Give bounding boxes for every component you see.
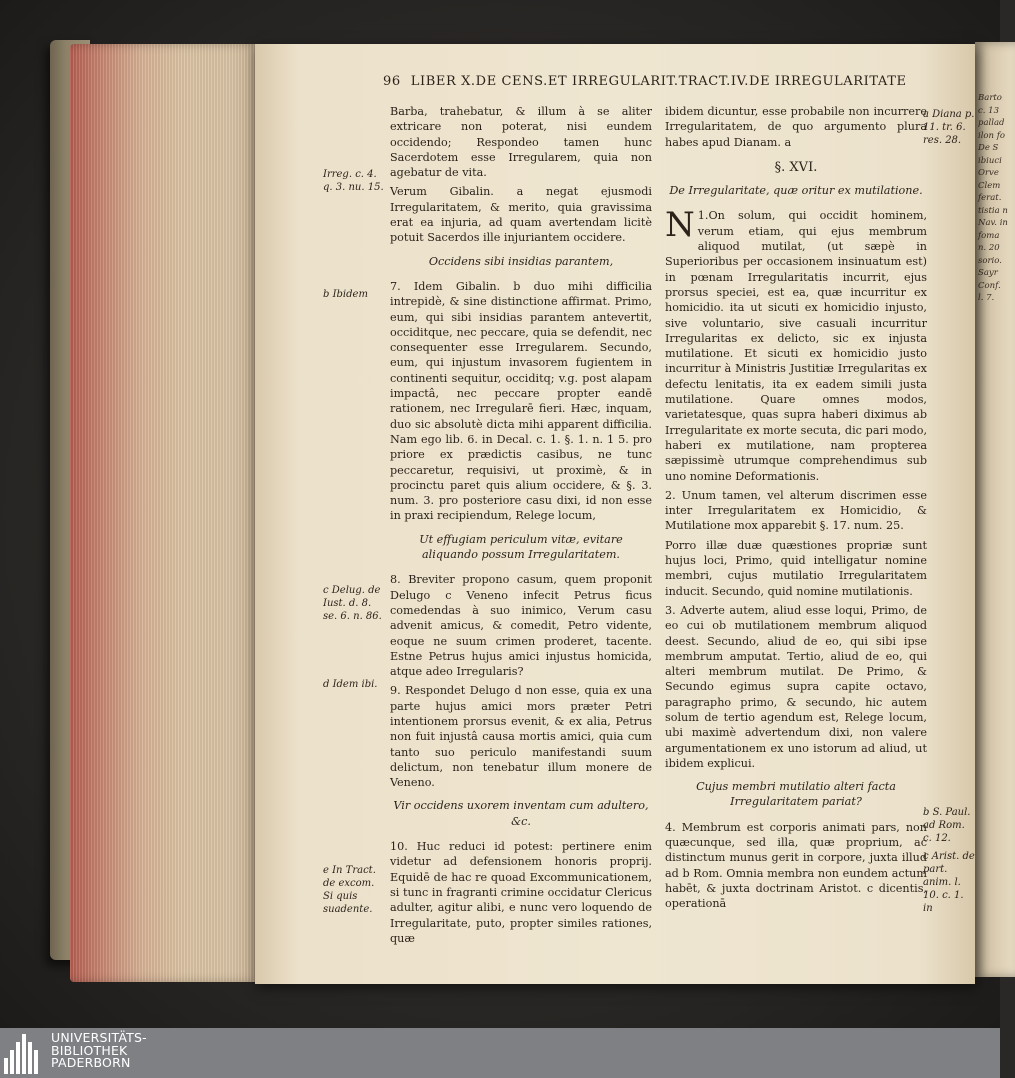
paragraph: 7. Idem Gibalin. b duo mihi difficilia intrepidè, & sine distinctione affirmat. Primo, eum, qui sibi insidias parantem antevertit, occiditque, nec peccare, quia se defendit, nec consequenter esse Irregularem. Secundo, eum, qui injustum invasorem fugientem in continenti sequitur, occiditq; v.g. post alapam impactâ, nec peccare propter eandē rationem, nec Irregularē fieri. Hæc, inquam, duo sic absolutè dicta mihi apparent difficilia. Nam ego lib. 6. in Decal. c. 1. §. 1. n. 1 5. pro priore ex prædictis casibus, ne tunc peccaretur, requisivi, ut proximè, & in procinctu paret quis alium occidere, & §. 3. num. 3. pro posteriore casu dixi, id non esse in praxi recipiendum, Relege locum, (390, 279, 652, 523)
book-page (255, 44, 975, 984)
library-name-line: PADERBORN (51, 1055, 131, 1070)
paragraph-number: 1. (697, 209, 709, 223)
paragraph (665, 205, 927, 483)
margin-note: c Arist. de part. anim. l. 10. c. 1. (923, 851, 975, 901)
running-head (383, 74, 973, 89)
paragraph: 4. Membrum est corporis animati pars, non quæcunque, sed illa, quæ proprium, ac distinctum munus gerit in corpore, juxta illud ad b Rom. Omnia membra non eundem actum habēt, & juxta doctrinam Aristot. c dicentis, operationā (665, 820, 927, 911)
paragraph: Porro illæ duæ quæstiones propriæ sunt hujus loci, Primo, quid intelligatur nomine membri, cujus mutilatio Irregularitatem inducit. Secundo, quid nomine mutilationis. (665, 538, 927, 598)
section-heading: Occidens sibi insidias parantem, (428, 254, 614, 268)
drop-cap: N (665, 205, 695, 246)
running-title: LIBER X.DE CENS.ET IRREGULARIT.TRACT.IV.DE IRREGULARITATE (410, 74, 907, 89)
left-column (390, 104, 652, 950)
page-number: 96 (383, 74, 401, 89)
catchword: in (923, 903, 933, 914)
paragraph: Verum Gibalin. a negat ejusmodi Irregularitatem, & merito, quia gravissima erat ea injuria, ad quam avertendam licitè potuit Sacerdos ille injuriantem occidere. (390, 185, 652, 245)
paragraph: 9. Respondet Delugo d non esse, quia ex una parte hujus amici mors præter Petri intentionem prorsus evenit, & ex alia, Petrus non fuit injustâ causa mortis amici, quia cum tanto suo periculo manifestandi suum delictum, non tenebatur illum monere de Veneno. (390, 684, 652, 790)
paragraph-text: On solum, qui occidit hominem, verum etiam, qui ejus membrum aliquod mutilat, (ut sæpè in Superioribus per occasionem insinuatum est) in pœnam Irregularitatis incurrit, ejus prorsus speciei, est ea, quæ incurritur ex homicidio. ita ut sicuti ex homicidio injusto, sive voluntario, sive casuali incurritur Irregularitas ex delicto, sic ex injusta mutilatione. Et sicuti ex homicidio justo incurritur à Ministris Justitiæ Irregularitas ex defectu lenitatis, ita ex eadem simili justa mutilatione. Quare omnes modos, varietatesque, quas supra haberi diximus ab Irregularitate ex morte secuta, dic pari modo, haberi ex mutilatione, nam propterea sæpissimè utrumque comprehendimus sub uno nomine Deformationis. (665, 209, 927, 483)
paragraph: 8. Breviter propono casum, quem proponit Delugo c Veneno infecit Petrus ficus comedendas à suo inimico, Verum casu advenit amicus, & comedit, Petro vidente, eoque ne suum crimen proderet, tacente. Estne Petrus hujus amici injustus homicida, atque adeo Irregularis? (390, 573, 652, 679)
paragraph: ibidem dicuntur, esse probabile non incurrere Irregularitatem, de quo argumento plura habes apud Dianam. a (665, 105, 927, 149)
library-name-line: UNIVERSITÄTS- (51, 1030, 147, 1045)
facing-page-margin-notes: Barto c. 13 pallad ilon fo De S ibiuci Orve Clem ferat. tistia n Nav. in foma n. 20 sorio. Sayr Conf. l. 7. (978, 93, 1008, 303)
margin-note: e In Tract. de excom. Si quis suadente. (323, 865, 376, 915)
margin-note: c Delug. de Iust. d. 8. se. 6. n. 86. (323, 585, 382, 622)
margin-note: Irreg. c. 4. q. 3. nu. 15. (323, 169, 384, 193)
page-edges (70, 44, 260, 982)
paragraph: 3. Adverte autem, aliud esse loqui, Primo, de eo cui ob mutilationem membrum aliquod deest. Secundo, aliud de eo, qui sibi ipse membrum amputat. Tertio, aliud de eo, qui alteri membrum mutilat. De Primo, & Secundo egimus supra capite octavo, paragrapho primo, & secundo, hic autem solum de tertio agendum est, Relege locum, ubi maximè advertendum dixi, non valere argumentationem ex uno istorum ad aliud, ut ibidem explicui. (665, 603, 927, 770)
margin-note: a Diana p. 11. tr. 6. res. 28. (923, 109, 975, 146)
section-heading: De Irregularitate, quæ oritur ex mutilatione. (669, 184, 923, 198)
paragraph: Barba, trahebatur, & illum à se aliter extricare non poterat, nisi eundem occidendo; Respondeo tamen hunc Sacerdotem esse Irregularem, quia non agebatur de vita. (390, 105, 652, 180)
section-heading: Vir occidens uxorem inventam cum adultero, &c. (393, 799, 649, 828)
section-number: §. XVI. (774, 159, 818, 175)
library-logo-icon (4, 1032, 40, 1074)
right-column (665, 104, 927, 916)
section-heading: Ut effugiam periculum vitæ, evitare aliquando possum Irregularitatem. (419, 532, 623, 562)
paragraph: 2. Unum tamen, vel alterum discrimen esse inter Irregularitatem ex Homicidio, & Mutilatione mox apparebit §. 17. num. 25. (665, 488, 927, 533)
library-name (51, 1032, 147, 1070)
paragraph: 10. Huc reduci id potest: pertinere enim videtur ad defensionem honoris proprij. Equidē de hac re quoad Excommunicationem, si tunc in fragranti crimine occidatur Clericus adulter, agitur alibi, e nunc vero loquendo de Irregularitate, puto, propter similes rationes, quæ (390, 840, 652, 945)
margin-note: b Ibidem (323, 289, 368, 300)
facing-page-edge (975, 42, 1015, 977)
section-heading: Cujus membri mutilatio alteri facta Irregularitatem pariat? (696, 780, 896, 809)
margin-note: d Idem ibi. (323, 679, 378, 690)
library-footer (0, 1028, 1000, 1078)
margin-note: b S. Paul. ad Rom. c. 12. (923, 807, 971, 844)
library-name-line: BIBLIOTHEK (51, 1042, 128, 1058)
